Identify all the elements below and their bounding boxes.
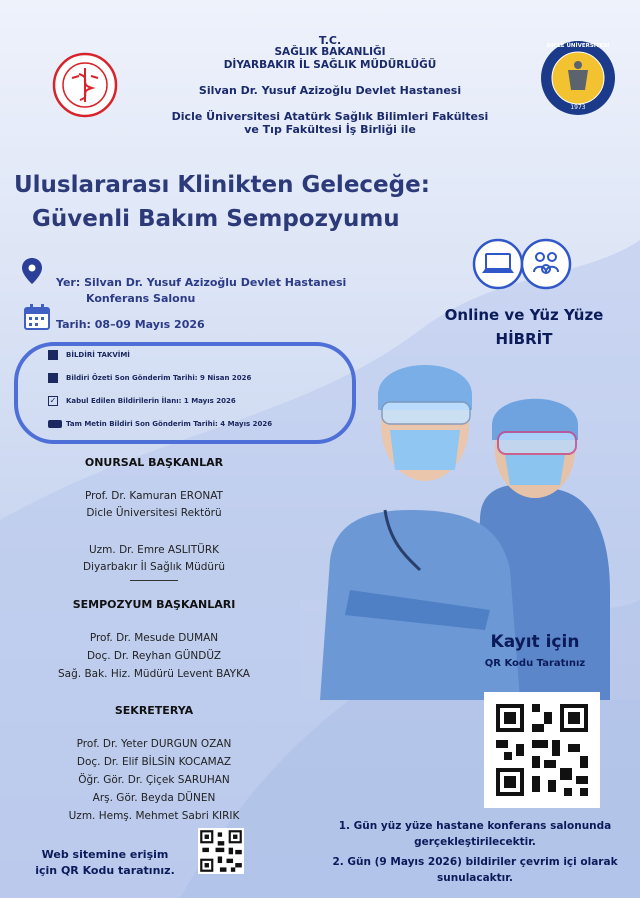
- deadline-item: Tam Metin Bildiri Son Gönderim Tarihi: 4 Mayıs 2026: [66, 420, 273, 428]
- deadline-item: Bildiri Özeti Son Gönderim Tarihi: 9 Nisan 2026: [66, 374, 252, 382]
- chairs-heading: SEMPOZYUM BAŞKANLARI: [72, 598, 236, 611]
- mode-line1: Online ve Yüz Yüze: [444, 306, 604, 324]
- website-qr-code[interactable]: [198, 828, 244, 874]
- note-line3: 2. Gün (9 Mayıs 2026) bildiriler çevrim içi olarak: [332, 856, 618, 868]
- laptop-icon: [472, 238, 524, 290]
- chair-name: Doç. Dr. Reyhan GÜNDÜZ: [86, 650, 222, 662]
- checkbox-icon: ✓: [49, 396, 57, 405]
- event-date: Tarih: 08–09 Mayıs 2026: [56, 318, 205, 331]
- calendar-icon: [24, 304, 50, 330]
- calendar-small-icon: [48, 373, 58, 383]
- send-icon: [48, 420, 62, 428]
- secretariat-name: Uzm. Hemş. Mehmet Sabri KIRIK: [68, 810, 240, 822]
- header-faculty: Dicle Üniversitesi Atatürk Sağlık Bilimleri Fakültesi: [171, 110, 489, 123]
- note-line4: sunulacaktır.: [437, 872, 513, 884]
- location-line2: Konferans Salonu: [86, 292, 196, 305]
- secretariat-heading: SEKRETERYA: [114, 704, 194, 717]
- location-pin-icon: [22, 258, 42, 284]
- people-icon: [520, 238, 572, 290]
- header-hospital: Silvan Dr. Yusuf Azizoğlu Devlet Hastanesi: [198, 84, 462, 97]
- secretariat-name: Arş. Gör. Beyda DÜNEN: [92, 792, 216, 804]
- university-year: 1973: [570, 104, 586, 111]
- divider: [130, 580, 178, 581]
- dicle-university-logo: [540, 40, 616, 116]
- note-line1: 1. Gün yüz yüze hastane konferans salonunda: [338, 820, 612, 832]
- header-collab: ve Tıp Fakültesi İş Birliği ile: [244, 123, 416, 136]
- note-line2: gerçekleştirilecektir.: [414, 836, 536, 848]
- registration-subtitle: QR Kodu Taratınız: [484, 658, 586, 669]
- registration-title: Kayıt için: [490, 632, 580, 652]
- secretariat-name: Doç. Dr. Elif BİLSİN KOCAMAZ: [76, 756, 232, 768]
- honorary-name: Uzm. Dr. Emre ASLITÜRK: [88, 544, 220, 556]
- secretariat-name: Prof. Dr. Yeter DURGUN OZAN: [76, 738, 232, 750]
- honorary-title: Diyarbakır İl Sağlık Müdürü: [82, 561, 226, 573]
- document-icon: [48, 350, 58, 360]
- honorary-title: Dicle Üniversitesi Rektörü: [86, 507, 222, 519]
- ministry-seal-icon: [52, 52, 118, 118]
- location-line1: Yer: Silvan Dr. Yusuf Azizoğlu Devlet Hastanesi: [56, 276, 347, 289]
- honorary-heading: ONURSAL BAŞKANLAR: [84, 456, 224, 469]
- registration-qr-code[interactable]: [484, 692, 600, 808]
- deadline-heading: BİLDİRİ TAKVİMİ: [66, 351, 130, 359]
- header-ministry: SAĞLIK BAKANLIĞI: [274, 46, 386, 58]
- title-line2: Güvenli Bakım Sempozyumu: [32, 206, 400, 232]
- header-directorate: DİYARBAKIR İL SAĞLIK MÜDÜRLÜĞÜ: [223, 59, 437, 71]
- chair-name: Sağ. Bak. Hiz. Müdürü Levent BAYKA: [58, 668, 250, 680]
- header-tc: T.C.: [318, 34, 342, 47]
- university-name: DİCLE ÜNİVERSİTESİ: [546, 43, 610, 49]
- chair-name: Prof. Dr. Mesude DUMAN: [89, 632, 219, 644]
- web-line1: Web sitemine erişim: [41, 848, 169, 861]
- secretariat-name: Öğr. Gör. Dr. Çiçek SARUHAN: [78, 774, 230, 786]
- title-line1: Uluslararası Klinikten Geleceğe:: [14, 172, 430, 198]
- web-line2: için QR Kodu taratınız.: [35, 864, 175, 877]
- honorary-name: Prof. Dr. Kamuran ERONAT: [85, 490, 223, 502]
- deadline-item: Kabul Edilen Bildirilerin İlanı: 1 Mayıs 2026: [66, 397, 236, 405]
- mode-line2: HİBRİT: [495, 330, 553, 348]
